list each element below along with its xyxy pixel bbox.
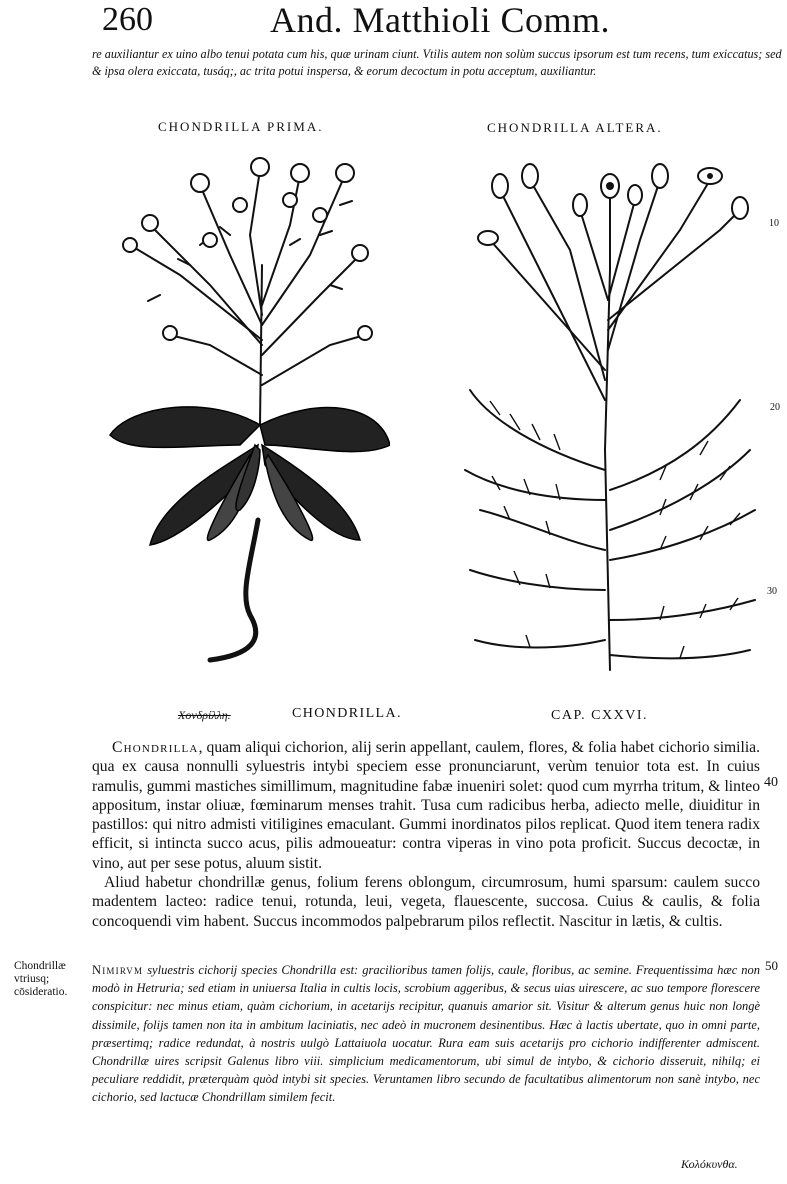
commentary-body: syluestris cichorij species Chondrilla est: gracilioribus tamen folijs, caule, floribus, ac semine. Frequentissima hæc non modò in Hetruria; sed etiam in uniuersa Italia in cultis locis, scrobium aggeribus, & secus uias uirescere, ac suo tempore florescere conspicitur: nec minus etiam, quàm cichorium, in acetarijs recipitur, quanuis amarior sit. Visitur & alterum genus huic non longè dissimile, folijs tamen non ita in ambitum laciniatis, nec adeò in mucronem desinentibus. Hæc à lactis ubertate, quo in omni parte, præsertimq; radice redundat, à nostris uulgò Lattaiuola uocatur. Rura eam suis acetarijs pro cichorio indifferenter admiscent. Chondrillæ uires scripsit Galenus libro viii. simplicium medicamentorum, ubi simul de intybo, & cichorio disseruit, nihilq; ei peculiare reddidit, præterquàm quòd intybi sit species. Veruntamen libro secundo de facultatibus alimentorum non sanè intybo, nec cichorio, sed lactucæ Chondrillam similem fecit. bbox=[92, 963, 760, 1105]
page-number: 260 bbox=[102, 1, 153, 38]
margin-line-number: 50 bbox=[765, 958, 778, 973]
margin-line-number: 20 bbox=[770, 402, 780, 413]
catchword: Κολόκυνθα. bbox=[681, 1157, 738, 1171]
chapter-title: CHONDRILLA. bbox=[292, 706, 402, 721]
margin-line-number: 30 bbox=[767, 586, 777, 597]
commentary-text bbox=[92, 961, 760, 1107]
margin-line-number: 10 bbox=[769, 218, 779, 229]
margin-note: Chondrillæ vtriusq; cōsideratio. bbox=[14, 960, 68, 998]
greek-heading: Χονδρίλλη. bbox=[178, 708, 231, 722]
commentary-lead-word: Nimirvm bbox=[92, 963, 144, 977]
top-continuation-text: re auxiliantur ex uino albo tenui potata cum his, quæ urinam ciunt. Vtilis autem non solùm succus ipsorum est tum recens, tum exiccatus; sed & ipsa olera exiccata, tusáq;, ac trita potui inspersa, & eorum decoctum in potu acceptum, auxiliantur. bbox=[92, 47, 782, 78]
paragraph-2: Aliud habetur chondrillæ genus, folium ferens oblongum, circumrosum, humi sparsum: caulem succo madentem lacteo: radice tenui, rotunda, leui, vegeta, flauescente, succosa. Cuius & caulis, & folia concoquendi vim habent. Succus incommodos palpebrarum pilos reflectit. Nascitur in lætis, & cultis. bbox=[92, 874, 760, 930]
chondrilla-altera-illustration bbox=[460, 150, 760, 680]
figure-caption-right: CHONDRILLA ALTERA. bbox=[487, 120, 663, 135]
paragraph-1 bbox=[92, 738, 760, 873]
running-title: And. Matthioli Comm. bbox=[270, 0, 611, 40]
chapter-number: CAP. CXXVI. bbox=[551, 708, 649, 723]
chondrilla-prima-illustration bbox=[90, 145, 390, 670]
paragraph-lead-word: Chondrilla bbox=[112, 739, 199, 756]
margin-line-number: 40 bbox=[764, 775, 778, 790]
main-text bbox=[92, 738, 760, 931]
figure-caption-left: CHONDRILLA PRIMA. bbox=[158, 119, 324, 134]
paragraph-1-body: , quam aliqui cichorion, alij serin appellant, caulem, flores, & folia habet cichorio similia. qua ex causa nonnulli syluestris intybi speciem esse pronunciarunt, verùm tenuior tota est. In cuius ramulis, gummi mastiches simillimum, magnitudine fabæ inueniri solet: quod cum myrrha tritum, & linteo appositum, instar oliuæ, fœminarum menses trahit. Tusa cum radicibus herba, adiecto melle, diuiditur in pastillos: qui nitro admisti vitiligines emaculant. Gummi inordinatos pilos replicat. Quod item tenera radix efficit, si intincta succo acus, pilis admoueatur: contra viperas in vino pota proficit. Succus decoctæ, in vino, aut per sese potus, aluum sistit. bbox=[92, 739, 760, 872]
